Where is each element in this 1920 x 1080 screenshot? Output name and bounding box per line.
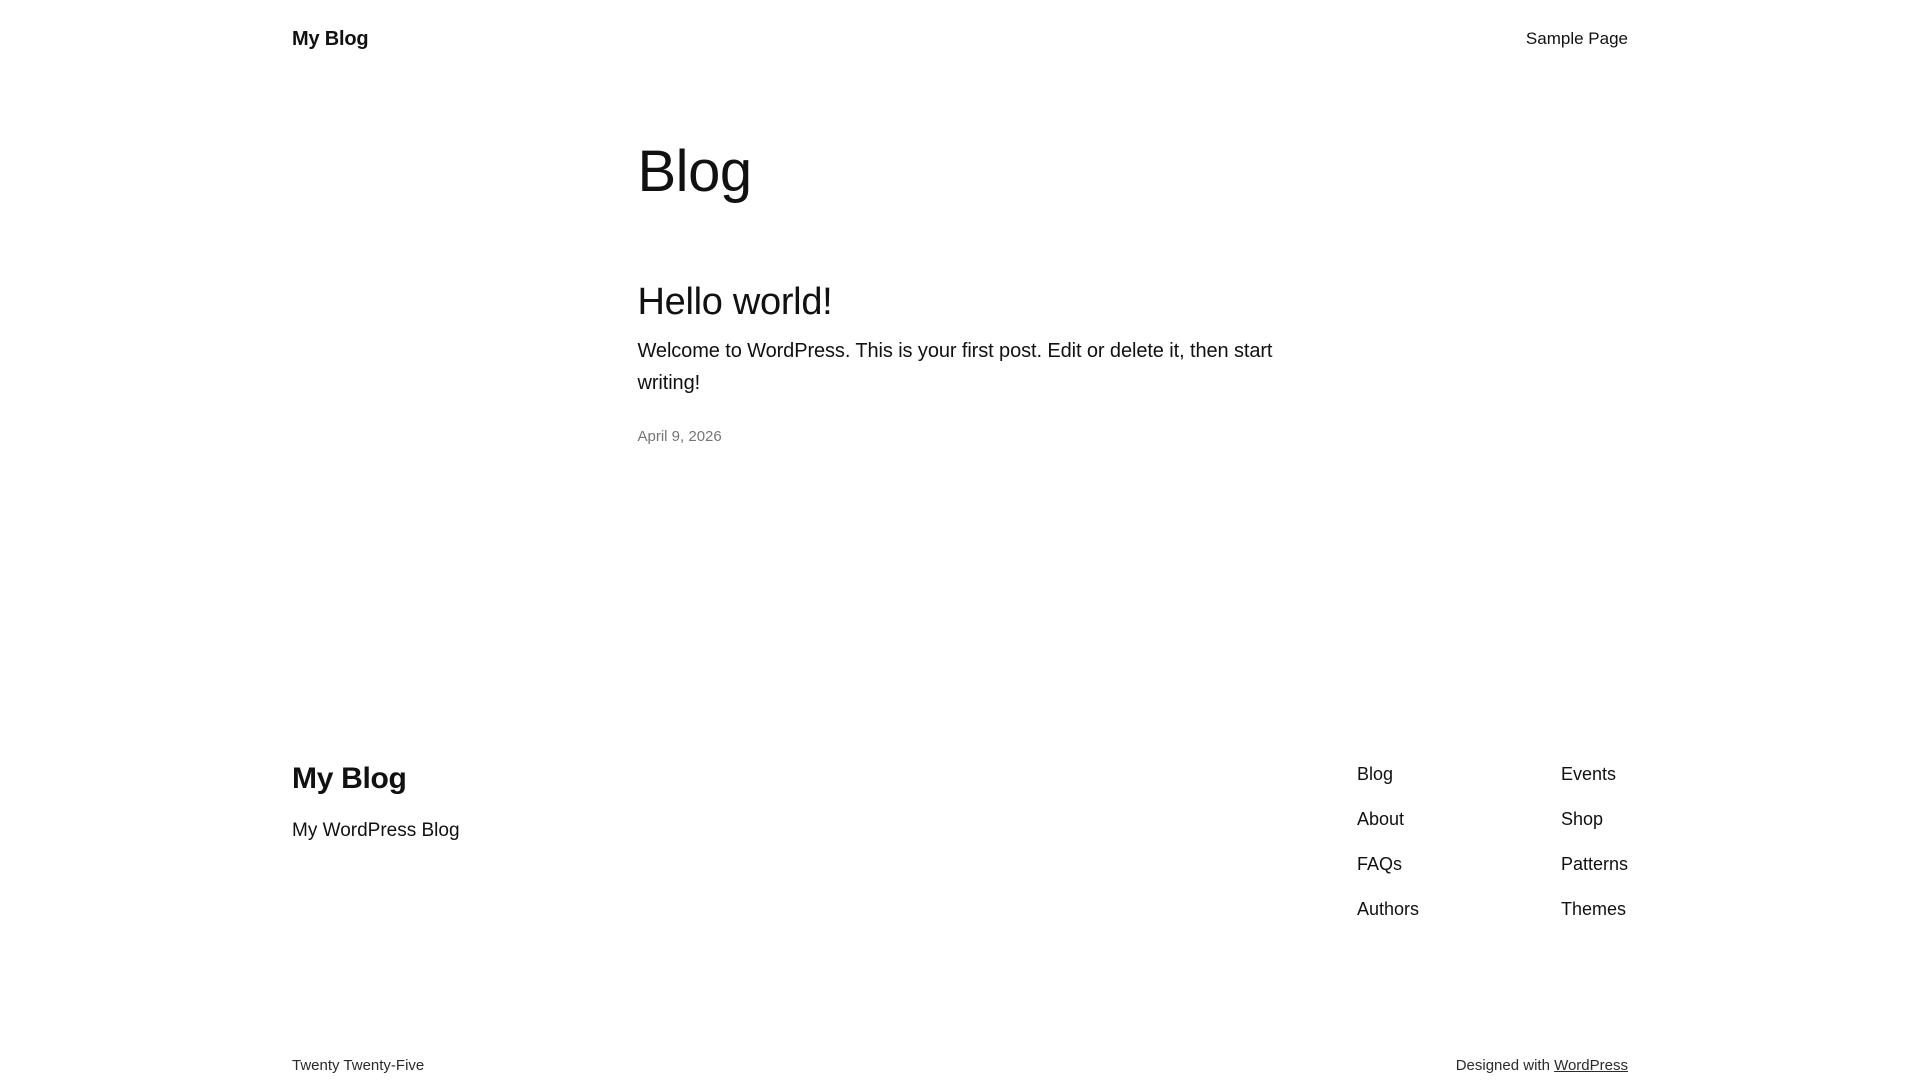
footer-link-blog[interactable] [1357,762,1561,786]
theme-name: Twenty Twenty-Five [292,1057,425,1074]
site-title-link[interactable]: My Blog [292,28,369,50]
main-content [638,137,1283,449]
footer-link-authors-anchor[interactable]: Authors [1356,899,1419,919]
footer-link-shop[interactable] [1561,807,1628,831]
footer-link-about-anchor[interactable]: About [1356,809,1404,829]
footer-link-events[interactable] [1561,762,1628,786]
site-footer [0,760,1920,1080]
footer-link-faqs-anchor[interactable]: FAQs [1356,854,1402,874]
post-excerpt: Welcome to WordPress. This is your first post. Edit or delete it, then start writing! [637,340,1273,394]
post-title [638,279,1283,325]
footer-link-faqs[interactable] [1357,852,1561,876]
footer-credit [1456,1056,1628,1076]
footer-link-events-anchor[interactable]: Events [1560,764,1616,784]
footer-link-themes[interactable] [1561,897,1628,921]
footer-nav-column-2 [1561,762,1628,921]
footer-link-authors[interactable] [1357,897,1561,921]
header-nav [1526,26,1628,52]
wordpress-link[interactable]: WordPress [1554,1057,1628,1074]
footer-brand [292,760,460,846]
post-title-link[interactable]: Hello world! [637,281,833,323]
footer-bottom [0,1056,1920,1080]
designed-with-text: Designed with [1455,1057,1550,1074]
footer-link-about[interactable] [1357,807,1561,831]
footer-link-patterns-anchor[interactable]: Patterns [1560,854,1628,874]
footer-nav-column-1 [1357,762,1561,921]
footer-link-themes-anchor[interactable]: Themes [1560,899,1626,919]
footer-nav [1357,762,1628,921]
footer-tagline: My WordPress Blog [292,820,460,841]
footer-link-blog-anchor[interactable]: Blog [1356,764,1393,784]
nav-link-sample-page[interactable]: Sample Page [1525,29,1628,48]
post-date: April 9, 2026 [637,428,722,445]
page-title: Blog [637,139,752,204]
footer-link-patterns[interactable] [1561,852,1628,876]
post-item [638,279,1283,449]
site-header [0,0,1920,52]
footer-link-shop-anchor[interactable]: Shop [1560,809,1603,829]
footer-main [0,760,1920,921]
footer-site-title: My Blog [292,762,407,795]
